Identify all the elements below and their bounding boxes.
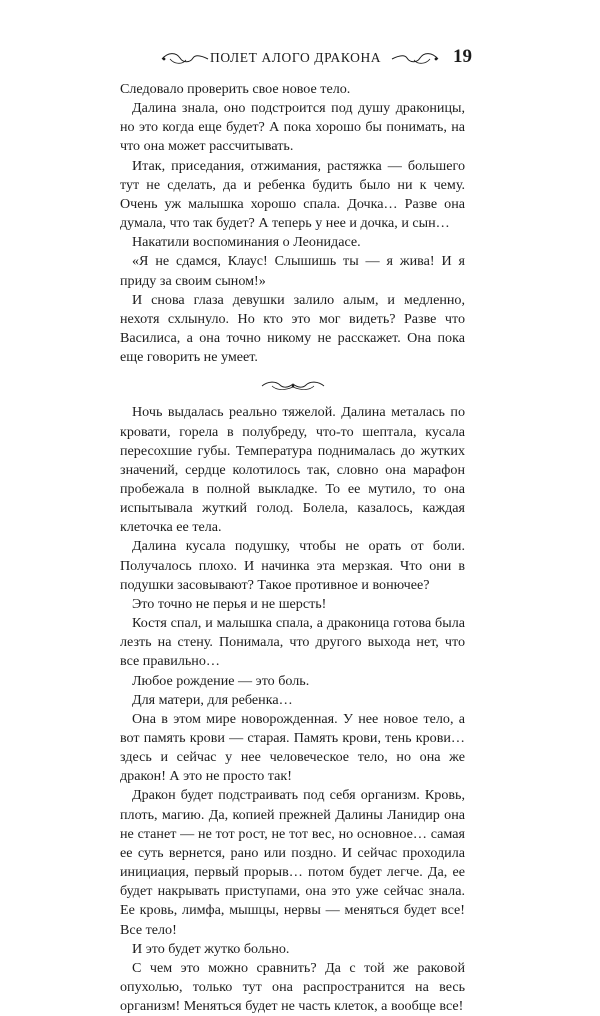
paragraph: Итак, приседания, отжимания, растяжка — большего тут не сделать, да и ребенка будить было ни к чему. Очень уж малышка хорошо спала. Дочка… Разве она думала, что так будет? А теперь у нее и дочка, и сын…	[120, 157, 465, 232]
flourish-left-icon	[160, 50, 210, 68]
page-number: 19	[453, 46, 472, 67]
paragraph: Ночь выдалась реально тяжелой. Далина металась по кровати, горела в полубреду, что-то шептала, кусала пересохшие губы. Температура поднималась до жутких значений, сердце колотилось так, словно она марафон пробежала в полной выкладке. То ее мутило, то она испытывала жуткий голод. Болела, казалось, каждая клеточка ее тела.	[120, 404, 465, 536]
paragraph: Далина знала, оно подстроится под душу драконицы, но это когда еще будет? А пока хорошо бы понимать, на что она может рассчитывать.	[120, 100, 465, 155]
paragraph: Костя спал, и малышка спала, а драконица готова была лезть на стену. Понимала, что другого выхода нет, что все правильно…	[120, 615, 465, 670]
paragraph: Это точно не перья и не шерсть!	[132, 595, 327, 612]
paragraph: Она в этом мире новорожденная. У нее новое тело, а вот память крови — старая. Память крови, тень крови… здесь и сейчас у нее человеческое тело, но она же дракон! А это не просто так!	[120, 710, 465, 785]
paragraph: Дракон будет подстраивать под себя организм. Кровь, плоть, магию. Да, копией прежней Далины Ланидир она не станет — не тот рост, не тот вес, но основное… самая ее суть вернется, рано или поздно. И сейчас проходила инициация, первый прорыв… потом будет легче. Да, ее будет накрывать приступами, она это уже сейчас знала. Ее кровь, лимфа, мышцы, нервы — меняться будет все! Все тело!	[120, 787, 465, 938]
paragraph: «Я не сдамся, Клаус! Слышишь ты — я жива! И я приду за своим сыном!»	[120, 253, 465, 289]
paragraph: Любое рождение — это боль.	[132, 672, 310, 689]
ornament-icon	[258, 380, 328, 392]
paragraph: Следовало проверить свое новое тело.	[120, 81, 351, 97]
paragraph: Для матери, для ребенка…	[132, 691, 293, 708]
paragraph: И снова глаза девушки залило алым, и медленно, нехотя схлынуло. Но кто это мог видеть? Разве что Василиса, а она точно никому не расскажет. Она пока еще говорить не умеет.	[120, 291, 465, 366]
paragraph: С чем это можно сравнить? Да с той же раковой опухолью, только тут она распространится на весь организм! Меняться будет не часть клеток, а вообще все!	[120, 959, 465, 1015]
page-body	[120, 80, 465, 1016]
paragraph: Накатили воспоминания о Леонидасе.	[132, 234, 361, 251]
section-separator	[120, 367, 465, 403]
paragraph: Далина кусала подушку, чтобы не орать от боли. Получалось плохо. И начинка эта мерзкая. Что они в подушки засовывают? Такое противное и вонючее?	[120, 538, 465, 593]
running-header	[0, 46, 600, 76]
paragraph: И это будет жутко больно.	[132, 940, 290, 957]
flourish-right-icon	[390, 50, 440, 68]
running-title: ПОЛЕТ АЛОГО ДРАКОНА	[210, 50, 382, 65]
